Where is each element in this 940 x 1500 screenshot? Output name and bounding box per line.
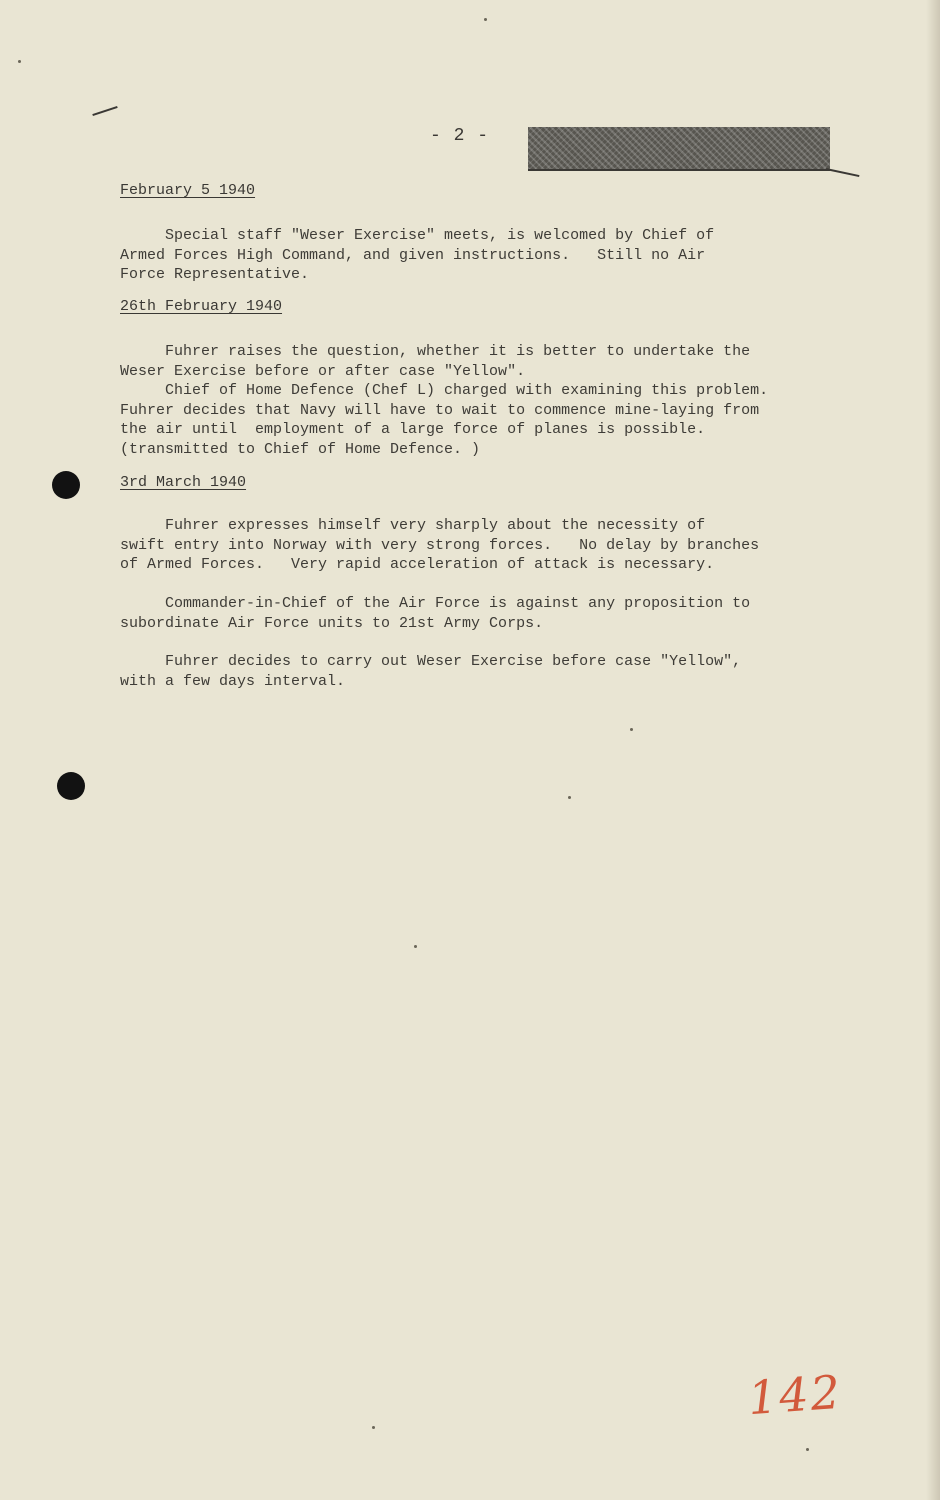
entry-paragraph: [120, 342, 820, 459]
paper-speck: [372, 1426, 375, 1429]
page-edge-shadow: [926, 0, 940, 1500]
text-line: the air until employment of a large force of planes is possible.: [120, 421, 706, 438]
text-line: (transmitted to Chief of Home Defence. ): [120, 440, 481, 458]
entry-date-heading: 3rd March 1940: [120, 474, 247, 491]
entry-paragraph: [120, 652, 820, 691]
entry-date-heading: February 5 1940: [120, 182, 256, 199]
paper-speck: [568, 796, 571, 799]
entry-paragraph: [120, 516, 820, 575]
paper-speck: [630, 728, 633, 731]
text-line: with a few days interval.: [120, 672, 346, 690]
paper-speck: [806, 1448, 809, 1451]
page-number: - 2 -: [430, 126, 490, 146]
entry-paragraph: [120, 594, 820, 633]
corner-pen-mark: [92, 106, 117, 116]
text-line: Fuhrer decides that Navy will have to wait to commence mine-laying from: [120, 401, 760, 419]
text-line: Force Representative.: [120, 266, 310, 283]
text-line: of Armed Forces. Very rapid acceleration of attack is necessary.: [120, 556, 715, 573]
text-line: Commander-in-Chief of the Air Force is against any proposition to: [120, 595, 751, 612]
text-line: Fuhrer raises the question, whether it is better to undertake the: [120, 343, 751, 360]
text-line: swift entry into Norway with very strong forces. No delay by branches: [120, 536, 760, 554]
paper-speck: [484, 18, 487, 21]
text-line: Armed Forces High Command, and given instructions. Still no Air: [120, 246, 706, 264]
entry-date-heading: 26th February 1940: [120, 298, 283, 315]
text-line: Fuhrer expresses himself very sharply about the necessity of: [120, 517, 706, 534]
entry-paragraph: [120, 226, 820, 285]
paper-speck: [18, 60, 21, 63]
text-line: Fuhrer decides to carry out Weser Exercise before case "Yellow",: [120, 653, 742, 670]
redaction-underline-mark: [826, 168, 860, 177]
text-line: subordinate Air Force units to 21st Army Corps.: [120, 614, 544, 632]
redaction-block: [528, 127, 830, 171]
text-line: Special staff "Weser Exercise" meets, is welcomed by Chief of: [120, 227, 715, 244]
text-line: Weser Exercise before or after case "Yellow".: [120, 362, 526, 380]
punch-hole-top: [52, 471, 80, 499]
handwritten-page-number: 142: [746, 1364, 844, 1426]
punch-hole-bottom: [57, 772, 85, 800]
text-line: Chief of Home Defence (Chef L) charged with examining this problem.: [120, 382, 769, 399]
paper-speck: [414, 945, 417, 948]
